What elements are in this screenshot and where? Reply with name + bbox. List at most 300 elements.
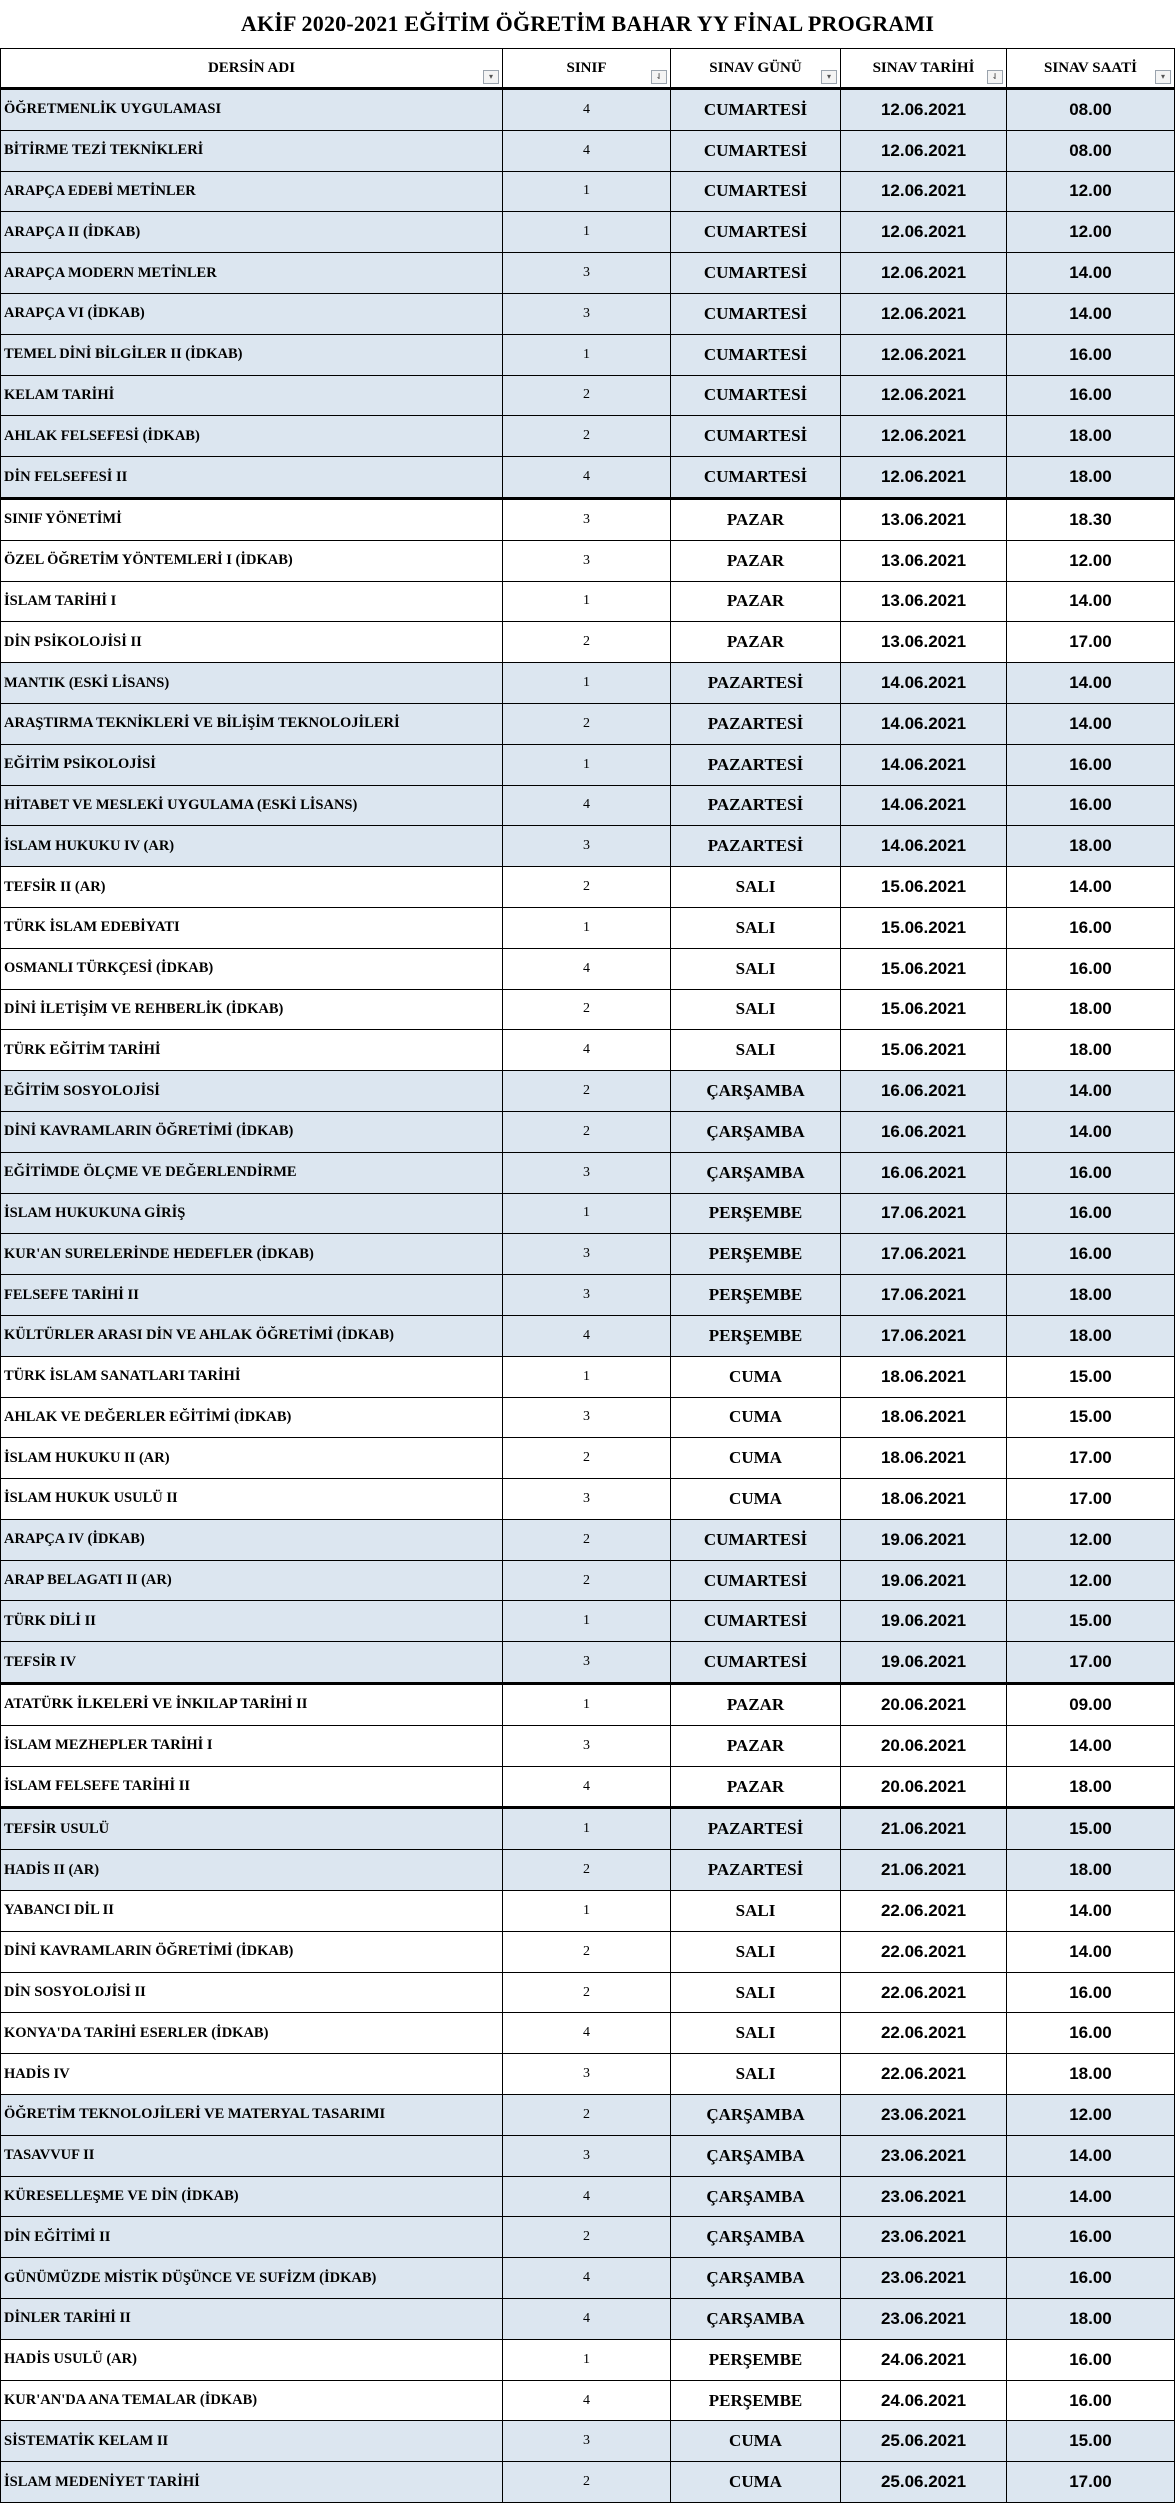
exam-date-cell: 24.06.2021 — [841, 2339, 1007, 2380]
course-name-cell: TEFSİR IV — [1, 1642, 503, 1684]
exam-date-cell: 20.06.2021 — [841, 1725, 1007, 1766]
table-row — [1, 457, 1175, 499]
class-cell: 3 — [503, 1642, 671, 1684]
exam-day-cell: PAZAR — [671, 1684, 841, 1726]
exam-time-cell: 18.00 — [1007, 826, 1175, 867]
course-name-cell: TÜRK İSLAM EDEBİYATI — [1, 907, 503, 948]
exam-date-cell: 19.06.2021 — [841, 1601, 1007, 1642]
class-cell: 2 — [503, 1071, 671, 1112]
exam-day-cell: ÇARŞAMBA — [671, 2095, 841, 2136]
exam-time-cell: 14.00 — [1007, 1725, 1175, 1766]
exam-day-cell: PAZAR — [671, 581, 841, 622]
exam-date-cell: 17.06.2021 — [841, 1193, 1007, 1234]
course-name-cell: KUR'AN'DA ANA TEMALAR (İDKAB) — [1, 2380, 503, 2421]
exam-date-cell: 17.06.2021 — [841, 1234, 1007, 1275]
exam-day-cell: SALI — [671, 2054, 841, 2095]
table-row — [1, 89, 1175, 131]
table-row — [1, 1560, 1175, 1601]
exam-day-cell: PERŞEMBE — [671, 1275, 841, 1316]
filter-dropdown-icon[interactable]: ▾ — [1155, 70, 1171, 84]
exam-day-cell: ÇARŞAMBA — [671, 2258, 841, 2299]
exam-date-cell: 14.06.2021 — [841, 785, 1007, 826]
table-row — [1, 2013, 1175, 2054]
class-cell: 2 — [503, 622, 671, 663]
course-name-cell: ARAP BELAGATI II (AR) — [1, 1560, 503, 1601]
exam-date-cell: 23.06.2021 — [841, 2095, 1007, 2136]
exam-day-cell: ÇARŞAMBA — [671, 2299, 841, 2340]
table-row — [1, 1030, 1175, 1071]
table-row — [1, 540, 1175, 581]
exam-day-cell: CUMA — [671, 1356, 841, 1397]
class-cell: 4 — [503, 785, 671, 826]
exam-time-cell: 12.00 — [1007, 171, 1175, 212]
exam-date-cell: 12.06.2021 — [841, 375, 1007, 416]
table-row — [1, 2095, 1175, 2136]
course-name-cell: TEFSİR II (AR) — [1, 867, 503, 908]
class-cell: 3 — [503, 1725, 671, 1766]
table-row — [1, 375, 1175, 416]
course-name-cell: TÜRK DİLİ II — [1, 1601, 503, 1642]
exam-date-cell: 15.06.2021 — [841, 1030, 1007, 1071]
exam-day-cell: CUMARTESİ — [671, 1519, 841, 1560]
exam-time-cell: 16.00 — [1007, 2258, 1175, 2299]
exam-day-cell: PAZAR — [671, 1725, 841, 1766]
exam-day-cell: PAZAR — [671, 622, 841, 663]
table-row — [1, 2054, 1175, 2095]
exam-date-cell: 14.06.2021 — [841, 703, 1007, 744]
course-name-cell: İSLAM HUKUK USULÜ II — [1, 1479, 503, 1520]
table-row — [1, 2176, 1175, 2217]
exam-date-cell: 14.06.2021 — [841, 744, 1007, 785]
class-cell: 3 — [503, 253, 671, 294]
table-row — [1, 2217, 1175, 2258]
exam-time-cell: 16.00 — [1007, 2217, 1175, 2258]
exam-day-cell: PAZARTESİ — [671, 663, 841, 704]
column-header-label: SINIF — [566, 59, 607, 76]
exam-day-cell: PAZARTESİ — [671, 1850, 841, 1891]
exam-time-cell: 14.00 — [1007, 1891, 1175, 1932]
column-header-course-name — [1, 49, 503, 89]
table-row — [1, 622, 1175, 663]
exam-time-cell: 18.00 — [1007, 416, 1175, 457]
exam-time-cell: 14.00 — [1007, 703, 1175, 744]
exam-day-cell: CUMARTESİ — [671, 334, 841, 375]
course-name-cell: BİTİRME TEZİ TEKNİKLERİ — [1, 130, 503, 171]
table-header-row — [1, 49, 1175, 89]
table-row — [1, 1479, 1175, 1520]
exam-day-cell: PAZARTESİ — [671, 703, 841, 744]
exam-time-cell: 16.00 — [1007, 2339, 1175, 2380]
exam-time-cell: 14.00 — [1007, 1111, 1175, 1152]
exam-day-cell: CUMARTESİ — [671, 130, 841, 171]
table-row — [1, 1438, 1175, 1479]
exam-date-cell: 12.06.2021 — [841, 212, 1007, 253]
exam-date-cell: 12.06.2021 — [841, 130, 1007, 171]
course-name-cell: KUR'AN SURELERİNDE HEDEFLER (İDKAB) — [1, 1234, 503, 1275]
exam-date-cell: 12.06.2021 — [841, 334, 1007, 375]
exam-day-cell: CUMARTESİ — [671, 89, 841, 131]
course-name-cell: EĞİTİM PSİKOLOJİSİ — [1, 744, 503, 785]
exam-day-cell: PERŞEMBE — [671, 2380, 841, 2421]
course-name-cell: AHLAK FELSEFESİ (İDKAB) — [1, 416, 503, 457]
column-header-label: SINAV SAATİ — [1044, 59, 1137, 76]
exam-time-cell: 16.00 — [1007, 375, 1175, 416]
exam-date-cell: 14.06.2021 — [841, 826, 1007, 867]
table-row — [1, 1931, 1175, 1972]
course-name-cell: TEFSİR USULÜ — [1, 1808, 503, 1850]
exam-day-cell: PAZARTESİ — [671, 826, 841, 867]
exam-time-cell: 16.00 — [1007, 744, 1175, 785]
exam-date-cell: 25.06.2021 — [841, 2462, 1007, 2503]
table-row — [1, 1397, 1175, 1438]
exam-day-cell: PAZARTESİ — [671, 785, 841, 826]
exam-time-cell: 17.00 — [1007, 1479, 1175, 1520]
exam-day-cell: CUMARTESİ — [671, 293, 841, 334]
course-name-cell: ÖĞRETİM TEKNOLOJİLERİ VE MATERYAL TASARIMI — [1, 2095, 503, 2136]
page-title: AKİF 2020-2021 EĞİTİM ÖĞRETİM BAHAR YY FİNAL PROGRAMI — [240, 11, 935, 36]
class-cell: 4 — [503, 1766, 671, 1808]
table-row — [1, 581, 1175, 622]
column-header-exam-day — [671, 49, 841, 89]
class-cell: 1 — [503, 907, 671, 948]
exam-date-cell: 19.06.2021 — [841, 1519, 1007, 1560]
exam-time-cell: 15.00 — [1007, 1356, 1175, 1397]
class-cell: 2 — [503, 989, 671, 1030]
exam-date-cell: 21.06.2021 — [841, 1850, 1007, 1891]
table-row — [1, 171, 1175, 212]
course-name-cell: EĞİTİM SOSYOLOJİSİ — [1, 1071, 503, 1112]
exam-date-cell: 15.06.2021 — [841, 948, 1007, 989]
exam-date-cell: 19.06.2021 — [841, 1560, 1007, 1601]
exam-date-cell: 22.06.2021 — [841, 1931, 1007, 1972]
table-row — [1, 785, 1175, 826]
class-cell: 2 — [503, 1850, 671, 1891]
exam-day-cell: ÇARŞAMBA — [671, 1152, 841, 1193]
exam-date-cell: 23.06.2021 — [841, 2299, 1007, 2340]
table-body — [1, 89, 1175, 2503]
exam-time-cell: 12.00 — [1007, 1560, 1175, 1601]
class-cell: 3 — [503, 2054, 671, 2095]
class-cell: 4 — [503, 1030, 671, 1071]
table-row — [1, 1315, 1175, 1356]
class-cell: 2 — [503, 1438, 671, 1479]
class-cell: 4 — [503, 948, 671, 989]
table-row — [1, 2421, 1175, 2462]
exam-day-cell: CUMA — [671, 2421, 841, 2462]
filter-dropdown-icon[interactable]: ▾ — [821, 70, 837, 84]
exam-day-cell: CUMARTESİ — [671, 253, 841, 294]
exam-day-cell: CUMA — [671, 1479, 841, 1520]
exam-date-cell: 23.06.2021 — [841, 2135, 1007, 2176]
course-name-cell: ARAPÇA II (İDKAB) — [1, 212, 503, 253]
exam-day-cell: SALI — [671, 1030, 841, 1071]
class-cell: 2 — [503, 416, 671, 457]
table-row — [1, 826, 1175, 867]
course-name-cell: AHLAK VE DEĞERLER EĞİTİMİ (İDKAB) — [1, 1397, 503, 1438]
table-row — [1, 1519, 1175, 1560]
class-cell: 4 — [503, 457, 671, 499]
table-row — [1, 1601, 1175, 1642]
exam-day-cell: PERŞEMBE — [671, 1315, 841, 1356]
table-row — [1, 2258, 1175, 2299]
course-name-cell: MANTIK (ESKİ LİSANS) — [1, 663, 503, 704]
exam-date-cell: 13.06.2021 — [841, 581, 1007, 622]
course-name-cell: SINIF YÖNETİMİ — [1, 498, 503, 540]
table-row — [1, 1152, 1175, 1193]
exam-time-cell: 08.00 — [1007, 130, 1175, 171]
exam-day-cell: PAZARTESİ — [671, 744, 841, 785]
exam-time-cell: 12.00 — [1007, 540, 1175, 581]
class-cell: 2 — [503, 1931, 671, 1972]
exam-day-cell: SALI — [671, 948, 841, 989]
exam-time-cell: 14.00 — [1007, 663, 1175, 704]
class-cell: 3 — [503, 1397, 671, 1438]
table-row — [1, 2380, 1175, 2421]
exam-date-cell: 12.06.2021 — [841, 253, 1007, 294]
exam-time-cell: 18.00 — [1007, 989, 1175, 1030]
exam-time-cell: 16.00 — [1007, 907, 1175, 948]
exam-time-cell: 14.00 — [1007, 581, 1175, 622]
class-cell: 1 — [503, 171, 671, 212]
class-cell: 2 — [503, 1972, 671, 2013]
exam-day-cell: ÇARŞAMBA — [671, 2176, 841, 2217]
table-row — [1, 212, 1175, 253]
exam-date-cell: 17.06.2021 — [841, 1315, 1007, 1356]
exam-day-cell: CUMARTESİ — [671, 1601, 841, 1642]
exam-time-cell: 18.00 — [1007, 1766, 1175, 1808]
class-cell: 2 — [503, 867, 671, 908]
exam-time-cell: 12.00 — [1007, 1519, 1175, 1560]
table-row — [1, 1111, 1175, 1152]
exam-date-cell: 18.06.2021 — [841, 1438, 1007, 1479]
column-header-label: DERSİN ADI — [207, 59, 296, 76]
exam-time-cell: 18.00 — [1007, 1275, 1175, 1316]
exam-day-cell: SALI — [671, 1931, 841, 1972]
course-name-cell: DİNİ KAVRAMLARIN ÖĞRETİMİ (İDKAB) — [1, 1931, 503, 1972]
column-header-label: SINAV TARİHİ — [872, 59, 975, 76]
class-cell: 3 — [503, 540, 671, 581]
table-row — [1, 1972, 1175, 2013]
exam-date-cell: 16.06.2021 — [841, 1071, 1007, 1112]
exam-time-cell: 16.00 — [1007, 785, 1175, 826]
course-name-cell: KONYA'DA TARİHİ ESERLER (İDKAB) — [1, 2013, 503, 2054]
course-name-cell: İSLAM TARİHİ I — [1, 581, 503, 622]
exam-time-cell: 16.00 — [1007, 2380, 1175, 2421]
course-name-cell: ARAPÇA IV (İDKAB) — [1, 1519, 503, 1560]
course-name-cell: İSLAM HUKUKU IV (AR) — [1, 826, 503, 867]
course-name-cell: ÖZEL ÖĞRETİM YÖNTEMLERİ I (İDKAB) — [1, 540, 503, 581]
table-row — [1, 1891, 1175, 1932]
table-row — [1, 253, 1175, 294]
course-name-cell: İSLAM FELSEFE TARİHİ II — [1, 1766, 503, 1808]
exam-day-cell: SALI — [671, 867, 841, 908]
exam-time-cell: 17.00 — [1007, 2462, 1175, 2503]
course-name-cell: OSMANLI TÜRKÇESİ (İDKAB) — [1, 948, 503, 989]
class-cell: 4 — [503, 89, 671, 131]
course-name-cell: HADİS II (AR) — [1, 1850, 503, 1891]
exam-time-cell: 14.00 — [1007, 1071, 1175, 1112]
class-cell: 1 — [503, 581, 671, 622]
course-name-cell: DİN EĞİTİMİ II — [1, 2217, 503, 2258]
table-row — [1, 1642, 1175, 1684]
course-name-cell: DİNİ KAVRAMLARIN ÖĞRETİMİ (İDKAB) — [1, 1111, 503, 1152]
class-cell: 4 — [503, 2176, 671, 2217]
table-row — [1, 1275, 1175, 1316]
exam-day-cell: SALI — [671, 1891, 841, 1932]
class-cell: 2 — [503, 1519, 671, 1560]
table-row — [1, 2462, 1175, 2503]
exam-date-cell: 13.06.2021 — [841, 498, 1007, 540]
column-header-exam-date — [841, 49, 1007, 89]
exam-time-cell: 17.00 — [1007, 1438, 1175, 1479]
exam-date-cell: 20.06.2021 — [841, 1766, 1007, 1808]
exam-day-cell: PERŞEMBE — [671, 1193, 841, 1234]
table-row — [1, 130, 1175, 171]
exam-time-cell: 16.00 — [1007, 1972, 1175, 2013]
exam-date-cell: 22.06.2021 — [841, 2054, 1007, 2095]
course-name-cell: SİSTEMATİK KELAM II — [1, 2421, 503, 2462]
course-name-cell: HİTABET VE MESLEKİ UYGULAMA (ESKİ LİSANS) — [1, 785, 503, 826]
exam-time-cell: 16.00 — [1007, 1234, 1175, 1275]
exam-date-cell: 12.06.2021 — [841, 457, 1007, 499]
exam-date-cell: 15.06.2021 — [841, 907, 1007, 948]
exam-day-cell: CUMARTESİ — [671, 212, 841, 253]
class-cell: 4 — [503, 2299, 671, 2340]
exam-date-cell: 15.06.2021 — [841, 867, 1007, 908]
exam-day-cell: SALI — [671, 907, 841, 948]
class-cell: 1 — [503, 1193, 671, 1234]
class-cell: 4 — [503, 130, 671, 171]
class-cell: 4 — [503, 2380, 671, 2421]
course-name-cell: HADİS USULÜ (AR) — [1, 2339, 503, 2380]
exam-time-cell: 12.00 — [1007, 2095, 1175, 2136]
exam-time-cell: 17.00 — [1007, 1642, 1175, 1684]
table-row — [1, 907, 1175, 948]
class-cell: 2 — [503, 2217, 671, 2258]
filter-sort-icon[interactable]: ⇃ — [987, 70, 1003, 84]
exam-time-cell: 16.00 — [1007, 948, 1175, 989]
exam-time-cell: 17.00 — [1007, 622, 1175, 663]
class-cell: 2 — [503, 703, 671, 744]
class-cell: 1 — [503, 1808, 671, 1850]
exam-time-cell: 15.00 — [1007, 2421, 1175, 2462]
exam-day-cell: CUMARTESİ — [671, 457, 841, 499]
filter-dropdown-icon[interactable]: ▾ — [483, 70, 499, 84]
course-name-cell: TEMEL DİNİ BİLGİLER II (İDKAB) — [1, 334, 503, 375]
exam-day-cell: PAZAR — [671, 540, 841, 581]
course-name-cell: FELSEFE TARİHİ II — [1, 1275, 503, 1316]
exam-time-cell: 18.00 — [1007, 457, 1175, 499]
exam-date-cell: 12.06.2021 — [841, 293, 1007, 334]
course-name-cell: ATATÜRK İLKELERİ VE İNKILAP TARİHİ II — [1, 1684, 503, 1726]
exam-day-cell: SALI — [671, 2013, 841, 2054]
class-cell: 3 — [503, 1275, 671, 1316]
exam-day-cell: CUMA — [671, 2462, 841, 2503]
class-cell: 4 — [503, 2258, 671, 2299]
exam-schedule-table — [0, 48, 1175, 2503]
exam-day-cell: PAZAR — [671, 498, 841, 540]
class-cell: 1 — [503, 744, 671, 785]
course-name-cell: DİN FELSEFESİ II — [1, 457, 503, 499]
course-name-cell: İSLAM HUKUKUNA GİRİŞ — [1, 1193, 503, 1234]
class-cell: 4 — [503, 1315, 671, 1356]
course-name-cell: ARAPÇA MODERN METİNLER — [1, 253, 503, 294]
exam-date-cell: 12.06.2021 — [841, 171, 1007, 212]
exam-day-cell: ÇARŞAMBA — [671, 2135, 841, 2176]
exam-time-cell: 15.00 — [1007, 1808, 1175, 1850]
exam-date-cell: 23.06.2021 — [841, 2176, 1007, 2217]
table-row — [1, 663, 1175, 704]
exam-date-cell: 22.06.2021 — [841, 2013, 1007, 2054]
exam-date-cell: 23.06.2021 — [841, 2217, 1007, 2258]
exam-date-cell: 18.06.2021 — [841, 1397, 1007, 1438]
exam-day-cell: SALI — [671, 989, 841, 1030]
class-cell: 1 — [503, 2339, 671, 2380]
exam-time-cell: 18.00 — [1007, 1850, 1175, 1891]
course-name-cell: KÜLTÜRLER ARASI DİN VE AHLAK ÖĞRETİMİ (İDKAB) — [1, 1315, 503, 1356]
course-name-cell: DİNİ İLETİŞİM VE REHBERLİK (İDKAB) — [1, 989, 503, 1030]
table-row — [1, 1684, 1175, 1726]
exam-time-cell: 14.00 — [1007, 293, 1175, 334]
exam-time-cell: 16.00 — [1007, 1193, 1175, 1234]
course-name-cell: ARAŞTIRMA TEKNİKLERİ VE BİLİŞİM TEKNOLOJİLERİ — [1, 703, 503, 744]
class-cell: 1 — [503, 1356, 671, 1397]
table-row — [1, 1766, 1175, 1808]
exam-date-cell: 12.06.2021 — [841, 89, 1007, 131]
class-cell: 1 — [503, 1891, 671, 1932]
course-name-cell: TASAVVUF II — [1, 2135, 503, 2176]
class-cell: 3 — [503, 1234, 671, 1275]
table-row — [1, 293, 1175, 334]
course-name-cell: DİN SOSYOLOJİSİ II — [1, 1972, 503, 2013]
exam-time-cell: 14.00 — [1007, 253, 1175, 294]
exam-date-cell: 16.06.2021 — [841, 1152, 1007, 1193]
exam-time-cell: 18.00 — [1007, 1315, 1175, 1356]
exam-day-cell: CUMARTESİ — [671, 375, 841, 416]
course-name-cell: KELAM TARİHİ — [1, 375, 503, 416]
exam-time-cell: 14.00 — [1007, 2135, 1175, 2176]
course-name-cell: HADİS IV — [1, 2054, 503, 2095]
course-name-cell: ARAPÇA VI (İDKAB) — [1, 293, 503, 334]
exam-day-cell: PAZAR — [671, 1766, 841, 1808]
table-row — [1, 2135, 1175, 2176]
class-cell: 3 — [503, 293, 671, 334]
exam-date-cell: 14.06.2021 — [841, 663, 1007, 704]
exam-day-cell: CUMA — [671, 1438, 841, 1479]
filter-sort-icon[interactable]: ⇃ — [651, 70, 667, 84]
exam-day-cell: CUMARTESİ — [671, 1642, 841, 1684]
exam-time-cell: 18.00 — [1007, 2299, 1175, 2340]
exam-day-cell: SALI — [671, 1972, 841, 2013]
exam-time-cell: 16.00 — [1007, 1152, 1175, 1193]
table-row — [1, 703, 1175, 744]
exam-time-cell: 15.00 — [1007, 1397, 1175, 1438]
exam-date-cell: 21.06.2021 — [841, 1808, 1007, 1850]
course-name-cell: DİNLER TARİHİ II — [1, 2299, 503, 2340]
exam-time-cell: 18.00 — [1007, 2054, 1175, 2095]
exam-day-cell: CUMARTESİ — [671, 1560, 841, 1601]
exam-date-cell: 15.06.2021 — [841, 989, 1007, 1030]
table-row — [1, 1356, 1175, 1397]
exam-time-cell: 14.00 — [1007, 1931, 1175, 1972]
column-header-class — [503, 49, 671, 89]
exam-date-cell: 18.06.2021 — [841, 1479, 1007, 1520]
exam-time-cell: 18.00 — [1007, 1030, 1175, 1071]
exam-date-cell: 22.06.2021 — [841, 1891, 1007, 1932]
class-cell: 3 — [503, 2421, 671, 2462]
course-name-cell: EĞİTİMDE ÖLÇME VE DEĞERLENDİRME — [1, 1152, 503, 1193]
course-name-cell: ARAPÇA EDEBİ METİNLER — [1, 171, 503, 212]
